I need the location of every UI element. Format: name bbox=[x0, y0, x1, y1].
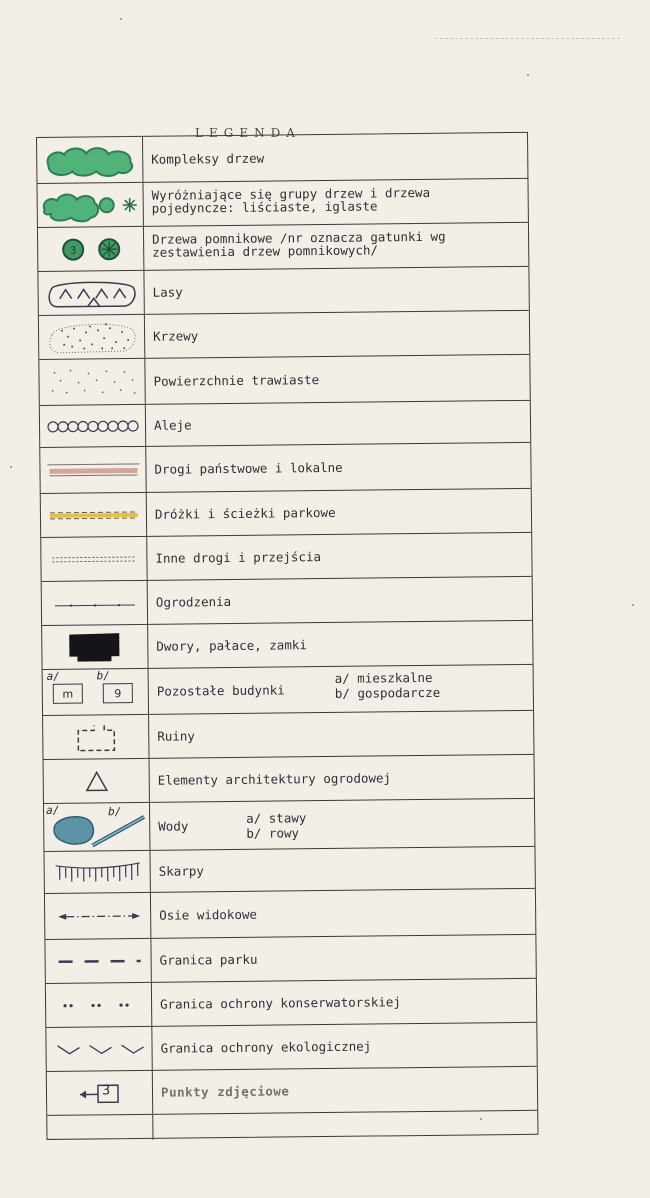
building-box-a: m bbox=[53, 684, 83, 704]
legend-label: Punkty zdjęciowe bbox=[160, 1083, 290, 1100]
legend-row bbox=[37, 179, 527, 228]
photo-point-icon bbox=[47, 1071, 153, 1115]
buildings-icon bbox=[43, 669, 149, 715]
legend-row bbox=[46, 979, 536, 1028]
legend-row bbox=[45, 889, 535, 940]
empty-symbol-cell bbox=[47, 1115, 153, 1141]
manor-icon bbox=[42, 625, 148, 669]
legend-label: Drzewa pomnikowe /nr oznacza gatunki wg zestawienia drzew pomnikowych/ bbox=[151, 228, 446, 260]
fence-icon bbox=[42, 581, 148, 625]
legend-label: Ruiny bbox=[157, 728, 195, 744]
mark-a: a/ bbox=[45, 803, 60, 817]
legend-sublabel-a: a/ stawy bbox=[246, 810, 307, 826]
building-box-b: 9 bbox=[103, 683, 133, 703]
legend-label: Elementy architektury ogrodowej bbox=[157, 770, 392, 788]
alley-icon bbox=[40, 405, 146, 447]
legend-label: Ogrodzenia bbox=[155, 593, 232, 610]
legend-row-empty bbox=[47, 1111, 537, 1141]
garden-architecture-icon bbox=[44, 759, 150, 803]
legend-row bbox=[44, 847, 534, 894]
ecological-border-icon bbox=[46, 1027, 152, 1071]
legend-label: Pozostałe budynki bbox=[156, 682, 285, 699]
legend-row bbox=[44, 755, 534, 804]
grass-icon bbox=[39, 359, 145, 405]
shrubs-icon bbox=[39, 315, 145, 359]
legend-sublabel-b: b/ rowy bbox=[246, 825, 300, 841]
legend-label: Granica parku bbox=[159, 951, 258, 968]
legend-label: Drogi państwowe i lokalne bbox=[154, 459, 343, 477]
legend-table bbox=[36, 132, 538, 1140]
view-axis-icon bbox=[45, 893, 151, 939]
monument-trees-icon bbox=[38, 227, 144, 271]
legend-label: Granica ochrony ekologicznej bbox=[160, 1038, 372, 1056]
tree-complex-icon bbox=[37, 137, 143, 183]
legend-row bbox=[38, 267, 528, 316]
legend-row bbox=[42, 577, 532, 626]
legend-label: Wyróżniające się grupy drzew i drzewa pojedyncze: liściaste, iglaste bbox=[151, 184, 431, 216]
legend-label: Osie widokowe bbox=[159, 906, 258, 923]
tree-groups-icon bbox=[37, 183, 143, 227]
ruins-icon bbox=[43, 715, 149, 759]
mark-a: a/ bbox=[46, 669, 60, 683]
legend-label: Skarpy bbox=[158, 863, 204, 879]
legend-row bbox=[41, 489, 531, 538]
legend-sublabel-a: a/ mieszkalne bbox=[334, 669, 433, 686]
forest-icon bbox=[38, 271, 144, 315]
mark-b: b/ bbox=[108, 805, 122, 819]
photo-point-number: 3 bbox=[101, 1083, 111, 1099]
legend-row bbox=[40, 443, 530, 494]
legend-row bbox=[43, 665, 533, 716]
other-road-icon bbox=[41, 537, 147, 581]
slope-icon bbox=[44, 851, 150, 893]
legend-label: Kompleksy drzew bbox=[151, 150, 265, 167]
park-path-icon bbox=[41, 493, 147, 537]
legend-row bbox=[39, 355, 529, 406]
legend-row bbox=[39, 311, 529, 360]
paper-speck bbox=[632, 604, 634, 606]
legend-row bbox=[45, 935, 535, 984]
paper-speck bbox=[120, 18, 122, 20]
legend-label: Powierzchnie trawiaste bbox=[153, 372, 320, 389]
legend-row bbox=[38, 223, 528, 272]
water-icon bbox=[44, 803, 150, 851]
legend-row bbox=[43, 711, 533, 760]
header-rule bbox=[435, 38, 620, 39]
paper-speck bbox=[10, 466, 12, 468]
legend-label: Granica ochrony konserwatorskiej bbox=[160, 994, 401, 1012]
legend-row bbox=[37, 133, 527, 184]
legend-row bbox=[41, 533, 531, 582]
legend-sublabel-b: b/ gospodarcze bbox=[334, 684, 441, 701]
main-road-icon bbox=[40, 447, 146, 493]
park-border-icon bbox=[45, 939, 151, 983]
legend-row bbox=[44, 799, 534, 852]
legend-label: Krzewy bbox=[153, 328, 199, 344]
svg-text:3: 3 bbox=[69, 245, 76, 257]
legend-label: Dróżki i ścieżki parkowe bbox=[154, 504, 336, 522]
legend-label: Wody bbox=[158, 818, 189, 834]
legend-label: Inne drogi i przejścia bbox=[155, 549, 322, 566]
mark-b: b/ bbox=[96, 669, 110, 683]
legend-label: Dwory, pałace, zamki bbox=[156, 637, 307, 654]
legend-title: LEGENDA bbox=[195, 126, 301, 140]
legend-label: Lasy bbox=[152, 284, 183, 300]
legend-row bbox=[47, 1067, 537, 1116]
legend-label: Aleje bbox=[153, 417, 192, 433]
legend-row bbox=[46, 1023, 536, 1072]
conservation-border-icon bbox=[46, 983, 152, 1027]
legend-row bbox=[40, 401, 530, 448]
paper-speck bbox=[527, 74, 529, 76]
legend-row bbox=[42, 621, 532, 670]
